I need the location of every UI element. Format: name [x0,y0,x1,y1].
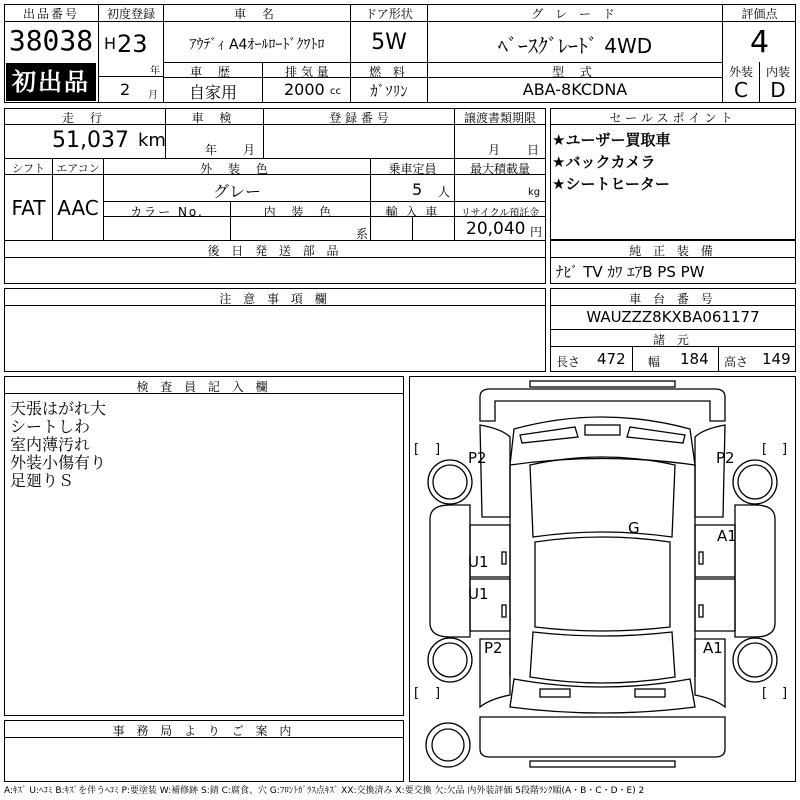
sales-point: ★バックカメラ [552,153,656,171]
bracket: [ [762,686,768,701]
reg-label: 初度登録 [106,7,155,21]
damage-mark: G [628,519,640,537]
interior-suffix: 系 [356,227,369,241]
ext-label: 外装 [728,65,753,79]
recycle-label: リサイクル預託金 [460,208,540,219]
seats-unit: 人 [438,185,451,199]
displacement-label: 排 気 量 [285,65,329,79]
lot-number: 38038 [8,24,94,57]
transfer-label: 譲渡書類期限 [463,111,536,125]
score-label: 評価点 [741,7,778,21]
colorno-label: カラー No. [130,205,204,219]
damage-mark: P2 [484,639,503,657]
equipment-label: 純 正 装 備 [629,244,717,258]
bracket: ] [782,686,788,701]
grade-label: グ レ ー ド [531,7,619,21]
reg-year-unit: 年 [150,66,160,77]
door-label: ドア形状 [365,7,413,21]
first-listing-badge: 初出品 [6,63,96,101]
mileage-label: 走 行 [62,111,108,125]
plate-label: 登 録 番 号 [329,111,389,125]
length-label: 長さ [556,355,581,369]
height: 149 [762,350,791,368]
displacement-unit: cc [330,86,341,97]
inspection-label: 車 検 [191,111,238,125]
shift: FAT [11,196,46,220]
recycle-unit: 円 [530,225,543,239]
int-label: 内装 [765,65,790,79]
ac: AAC [57,196,99,220]
door-type: 5W [371,30,407,55]
car-diagram-svg [410,377,795,781]
ac-label: エアコン [56,162,100,175]
model: ABA-8KCDNA [522,80,628,99]
history-label-2: 車 歴 [190,65,236,79]
legend-line: A:ｷｽﾞ U:ﾍｺﾐ B:ｷｽﾞを伴うﾍｺﾐ P:要塗装 W:補修跡 S:錆 C:腐食、穴 G:ﾌﾛﾝﾄｶﾞﾗｽ点ｷｽﾞ XX:交換済み X:要交換 欠:欠品 内外装評価 5段階ﾗﾝｸ順(A・B・C・D・E) 2 [4,786,645,796]
bracket: ] [435,686,441,701]
inspector-note: 室内薄汚れ [10,435,91,454]
ext-score: C [734,78,748,102]
load-label: 最大積載量 [469,162,530,176]
reg-era: H [104,34,117,53]
color: グレー [212,182,261,201]
displacement: 2000 [284,80,325,99]
damage-mark: U1 [468,553,489,571]
history: 自家用 [188,83,237,102]
chassis-label: 車 台 番 号 [629,292,717,306]
seats-label: 乗車定員 [388,162,437,176]
reg-month-unit: 月 [148,90,158,101]
inspector-note: 天張はがれ大 [10,399,107,418]
damage-mark: P2 [468,449,487,467]
sales-points-label: セールスポイント [609,111,737,125]
inspection-year: 年 [205,143,218,157]
car-name-label: 車 名 [234,7,280,21]
lot-no-label: 出品番号 [22,7,79,21]
inspector-note: 足廻りＳ [10,471,75,490]
color-label: 外 装 色 [200,162,274,176]
office-label: 事 務 局 よ り ご 案 内 [112,724,296,738]
interior-label: 内 装 色 [263,205,338,219]
bracket: [ [762,442,768,457]
damage-mark: A1 [717,527,737,545]
equipment-value: ﾅﾋﾞ TV ｶﾜ ｴｱB PS PW [556,263,705,281]
width-label: 幅 [648,355,661,369]
damage-mark: A1 [703,639,723,657]
grade: ﾍﾞｰｽｸﾞﾚｰﾄﾞ 4WD [497,34,653,58]
damage-diagram [409,376,796,782]
inspection-month: 月 [243,143,256,157]
reg-year: 23 [117,30,148,58]
int-score: D [770,78,786,102]
shift-label: シフト [12,162,45,175]
transfer-month: 月 [488,143,501,157]
chassis-number: WAUZZZ8KXBA061177 [586,308,760,326]
load-unit: kg [528,187,541,198]
length: 472 [597,350,626,368]
sales-point: ★シートヒーター [552,175,670,193]
inspector-note: 外装小傷有り [10,453,107,472]
fuel-label: 燃 料 [369,65,409,79]
width: 184 [680,350,709,368]
damage-mark: U1 [468,585,489,603]
notes-label: 注 意 事 項 欄 [219,292,331,306]
mileage-unit: km [138,130,166,151]
bracket: ] [782,442,788,457]
car-name: ｱｳﾃﾞｨ A4ｵｰﾙﾛｰﾄﾞｸﾜﾄﾛ [189,37,325,53]
later-parts-label: 後 日 発 送 部 品 [207,244,343,258]
recycle: 20,040 [466,219,526,239]
reg-month: 2 [120,80,131,99]
mileage: 51,037 [52,128,129,153]
height-label: 高さ [724,355,749,369]
model-label: 型 式 [552,65,598,79]
spec-label: 諸 元 [653,333,693,347]
inspector-label: 検 査 員 記 入 欄 [136,380,272,394]
bracket: [ [414,442,420,457]
sales-point: ★ユーザー買取車 [552,131,671,149]
transfer-day: 日 [527,143,540,157]
inspector-note: シートしわ [10,417,91,436]
import-label: 輸 入 車 [385,205,440,219]
fuel: ｶﾞｿﾘﾝ [370,82,408,100]
seats: 5 [412,180,423,199]
bracket: [ [414,686,420,701]
score: 4 [749,25,770,60]
damage-mark: P2 [716,449,735,467]
bracket: ] [435,442,441,457]
